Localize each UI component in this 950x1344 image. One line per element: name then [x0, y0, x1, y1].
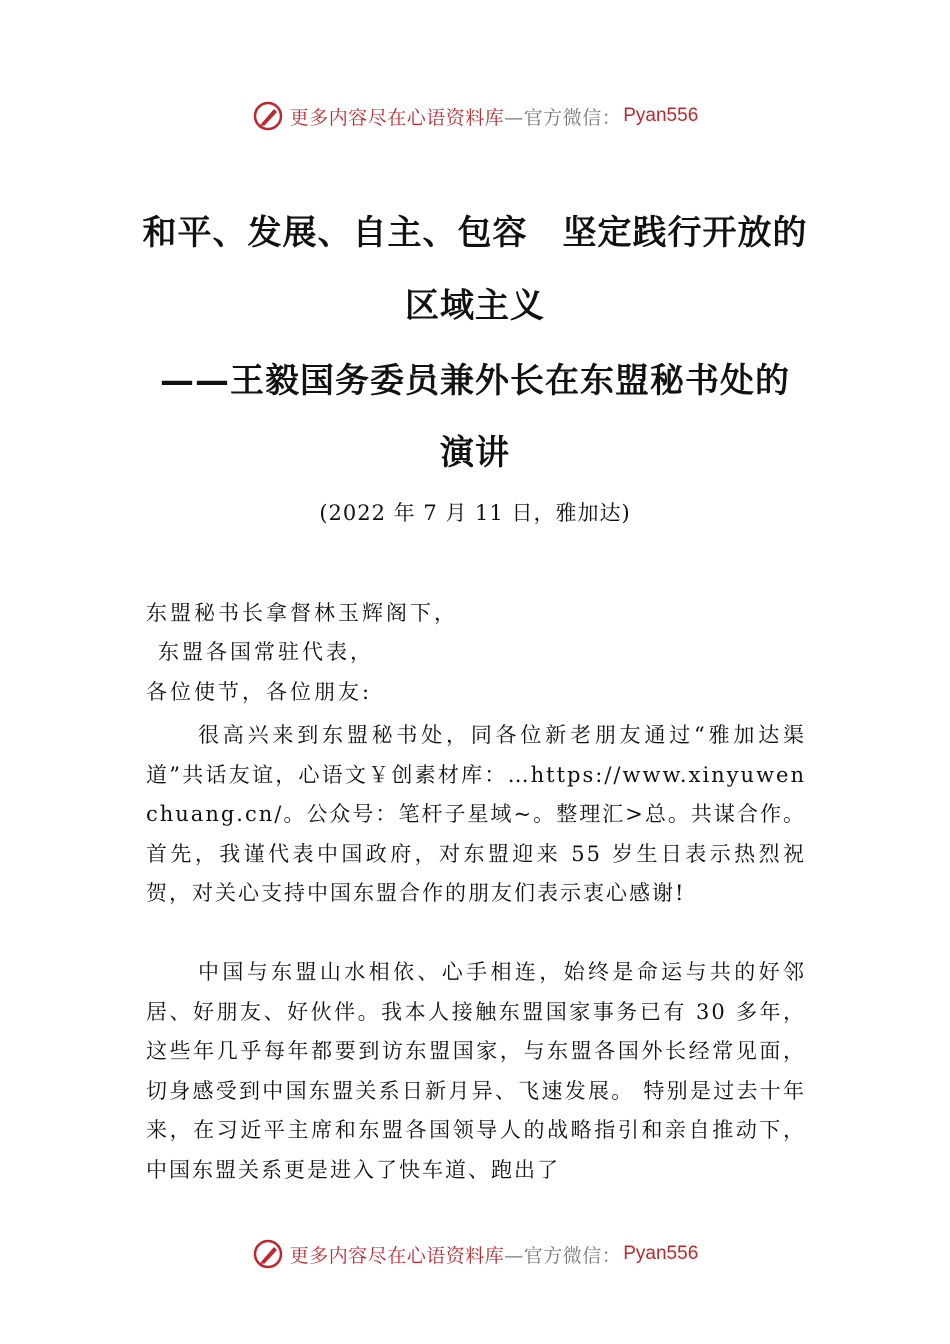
dateline: (2022 年 7 月 11 日，雅加达) — [319, 501, 631, 525]
watermark-separator: —官方微信： — [504, 106, 622, 129]
watermark-separator: —官方微信： — [504, 1244, 622, 1267]
salutation-line-3: 各位使节，各位朋友: — [146, 680, 373, 704]
salutation-line-1: 东盟秘书长拿督林玉辉阁下， — [146, 601, 458, 625]
pen-logo-icon — [252, 1238, 284, 1270]
body-paragraph-1: 很高兴来到东盟秘书处，同各位新老朋友通过“雅加达渠道”共话友谊，心语文￥创素材库：…https://www.xinyuwenchuang.cn/。公众号：笔杆子星域~。整理汇>总。共谋合作。首先，我谨代表中国政府，对东盟迎来 55 岁生日表示热烈祝贺，对关心支持中国东盟合作的朋友们表示衷心感谢! — [146, 723, 806, 905]
subtitle-line-1: ——王毅国务委员兼外长在东盟秘书处的 — [160, 361, 790, 401]
header-watermark — [0, 96, 950, 136]
watermark-wechat-id: Pyan556 — [623, 1243, 699, 1264]
pen-logo-icon — [252, 100, 284, 132]
salutation-line-2: 东盟各国常驻代表， — [158, 640, 374, 664]
watermark-text: 更多内容尽在心语资料库 — [289, 106, 505, 129]
subtitle-line-2: 演讲 — [440, 433, 510, 473]
footer-watermark — [0, 1234, 950, 1274]
watermark-text: 更多内容尽在心语资料库 — [289, 1244, 505, 1267]
body-paragraph-2: 中国与东盟山水相依、心手相连，始终是命运与共的好邻居、好朋友、好伙伴。我本人接触东盟国家事务已有 30 多年，这些年几乎每年都要到访东盟国家，与东盟各国外长经常见面，切身感受到中国东盟关系日新月异、飞速发展。 特别是过去十年来，在习近平主席和东盟各国领导人的战略指引和亲自推动下，中国东盟关系更是进入了快车道、跑出了 — [146, 960, 806, 1182]
title-line-2: 区域主义 — [405, 286, 545, 326]
watermark-wechat-id: Pyan556 — [623, 105, 699, 126]
title-line-1: 和平、发展、自主、包容 坚定践行开放的 — [142, 213, 808, 253]
